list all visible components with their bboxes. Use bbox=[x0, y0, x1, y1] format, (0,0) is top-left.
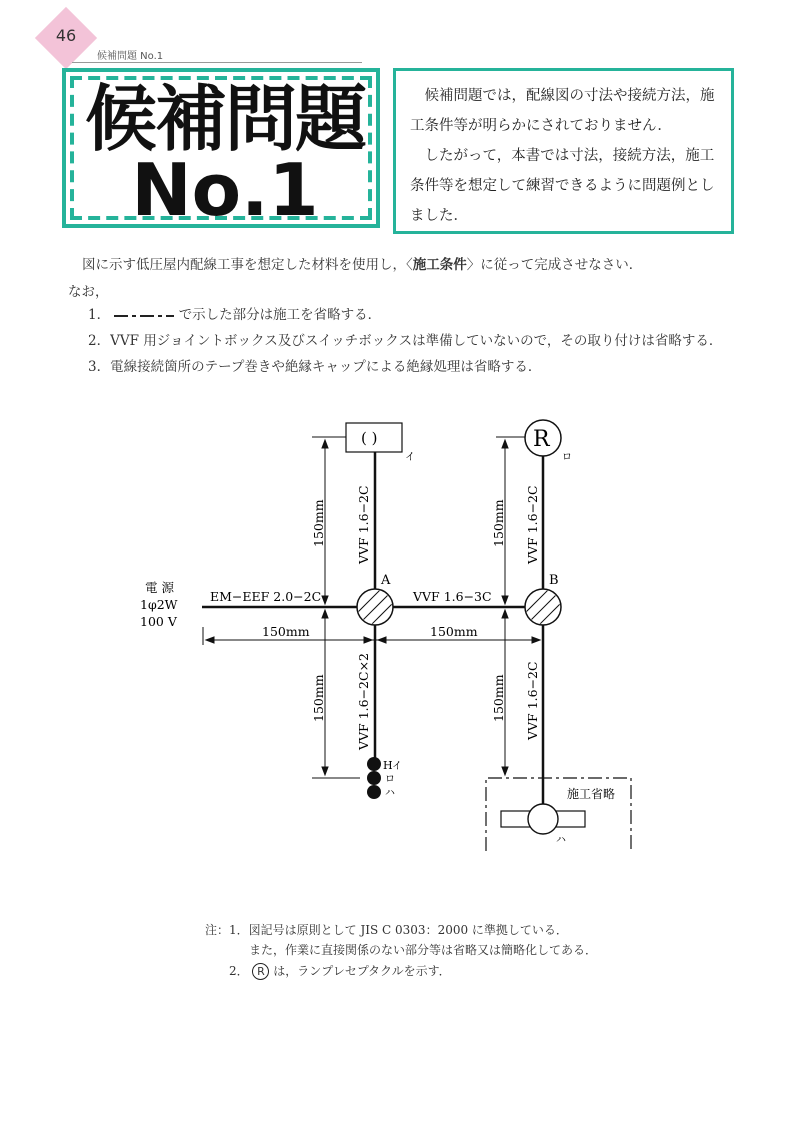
page-number: 46 bbox=[55, 26, 77, 45]
switch-i-label: イ bbox=[392, 761, 402, 772]
note-line-3-text: は，ランプレセプタクルを示す． bbox=[273, 964, 451, 978]
instruction-item-3: 3．電線接続箇所のテープ巻きや絶縁キャップによる絶縁処理は省略する． bbox=[88, 359, 542, 375]
switch-ha-dot bbox=[367, 785, 381, 799]
cable-b-down-label: VVF 1.6−2C bbox=[525, 661, 540, 740]
source-label-2: 1φ2W bbox=[140, 597, 178, 612]
switch-ro-dot bbox=[367, 771, 381, 785]
section-label: 候補問題 No.1 bbox=[97, 51, 164, 62]
lamp-i-label: イ bbox=[405, 452, 415, 463]
cable-b-up-label: VVF 1.6−2C bbox=[525, 485, 540, 564]
instruction-intro-before: 図に示す低圧屋内配線工事を想定した材料を使用し，〈 bbox=[82, 257, 413, 273]
receptacle-note-icon: R bbox=[252, 963, 269, 980]
switch-ha-label: ハ bbox=[385, 788, 395, 799]
description-paragraph-1: 候補問題では，配線図の寸法や接続方法，施工条件等が明らかにされておりません． bbox=[410, 88, 715, 134]
note-line-3 bbox=[229, 962, 451, 980]
cable-a-up-label: VVF 1.6−2C bbox=[356, 485, 371, 564]
dim-b-upper-label: 150mm bbox=[491, 499, 506, 547]
fluorescent-lamp-circle bbox=[528, 804, 558, 834]
fluorescent-label: ハ bbox=[556, 835, 566, 846]
switch-ro-label: ロ bbox=[385, 774, 395, 785]
box-a-label: A bbox=[381, 573, 391, 588]
dim-h-right-label: 150mm bbox=[430, 624, 478, 639]
instruction-item-1-text: で示した部分は施工を省略する． bbox=[178, 307, 382, 323]
note-line-2: また，作業に直接関係のない部分等は省略又は簡略化してある． bbox=[249, 943, 598, 957]
dimension-horizontal bbox=[203, 627, 540, 645]
cable-a-down-label: VVF 1.6−2C×2 bbox=[356, 653, 371, 750]
source-label-3: 100 V bbox=[140, 614, 177, 629]
instruction-item-1-num: 1． bbox=[88, 307, 111, 323]
switch-i-dot bbox=[367, 757, 381, 771]
instruction-intro-bold: 施工条件 bbox=[412, 257, 467, 273]
dim-a-upper-label: 150mm bbox=[311, 499, 326, 547]
receptacle-label: ロ bbox=[562, 452, 572, 463]
source-label-1: 電 源 bbox=[145, 580, 174, 595]
dim-b-lower-label: 150mm bbox=[491, 674, 506, 722]
cable-source-label: EM−EEF 2.0−2C bbox=[210, 589, 322, 604]
receptacle-symbol: R bbox=[533, 427, 550, 452]
dim-a-lower-label: 150mm bbox=[311, 674, 326, 722]
cable-ab-label: VVF 1.6−3C bbox=[413, 589, 492, 604]
omitted-label: 施工省略 bbox=[567, 787, 616, 801]
instruction-item-2: 2．VVF 用ジョイントボックス及びスイッチボックスは準備していないので，その取り付けは省略する． bbox=[88, 333, 723, 349]
description-paragraph-2: したがって，本書では寸法，接続方法，施工条件等を想定して練習できるように問題例としました． bbox=[410, 148, 715, 224]
box-b-label: B bbox=[549, 573, 559, 588]
lamp-i-symbol: ( ) bbox=[361, 429, 378, 447]
dim-h-left-label: 150mm bbox=[262, 624, 310, 639]
note-line-1: 注：1．図記号は原則として JIS C 0303：2000 に準拠している． bbox=[205, 923, 568, 937]
instruction-intro-after: 〉に従って完成させなさい． bbox=[466, 257, 643, 273]
title-main: 候補問題 bbox=[84, 77, 365, 161]
note-line-3-num: 2． bbox=[229, 964, 249, 978]
switch-h-label: H bbox=[383, 759, 393, 772]
title-sub: No.1 bbox=[131, 148, 319, 232]
instruction-naoshi: なお， bbox=[68, 284, 109, 300]
